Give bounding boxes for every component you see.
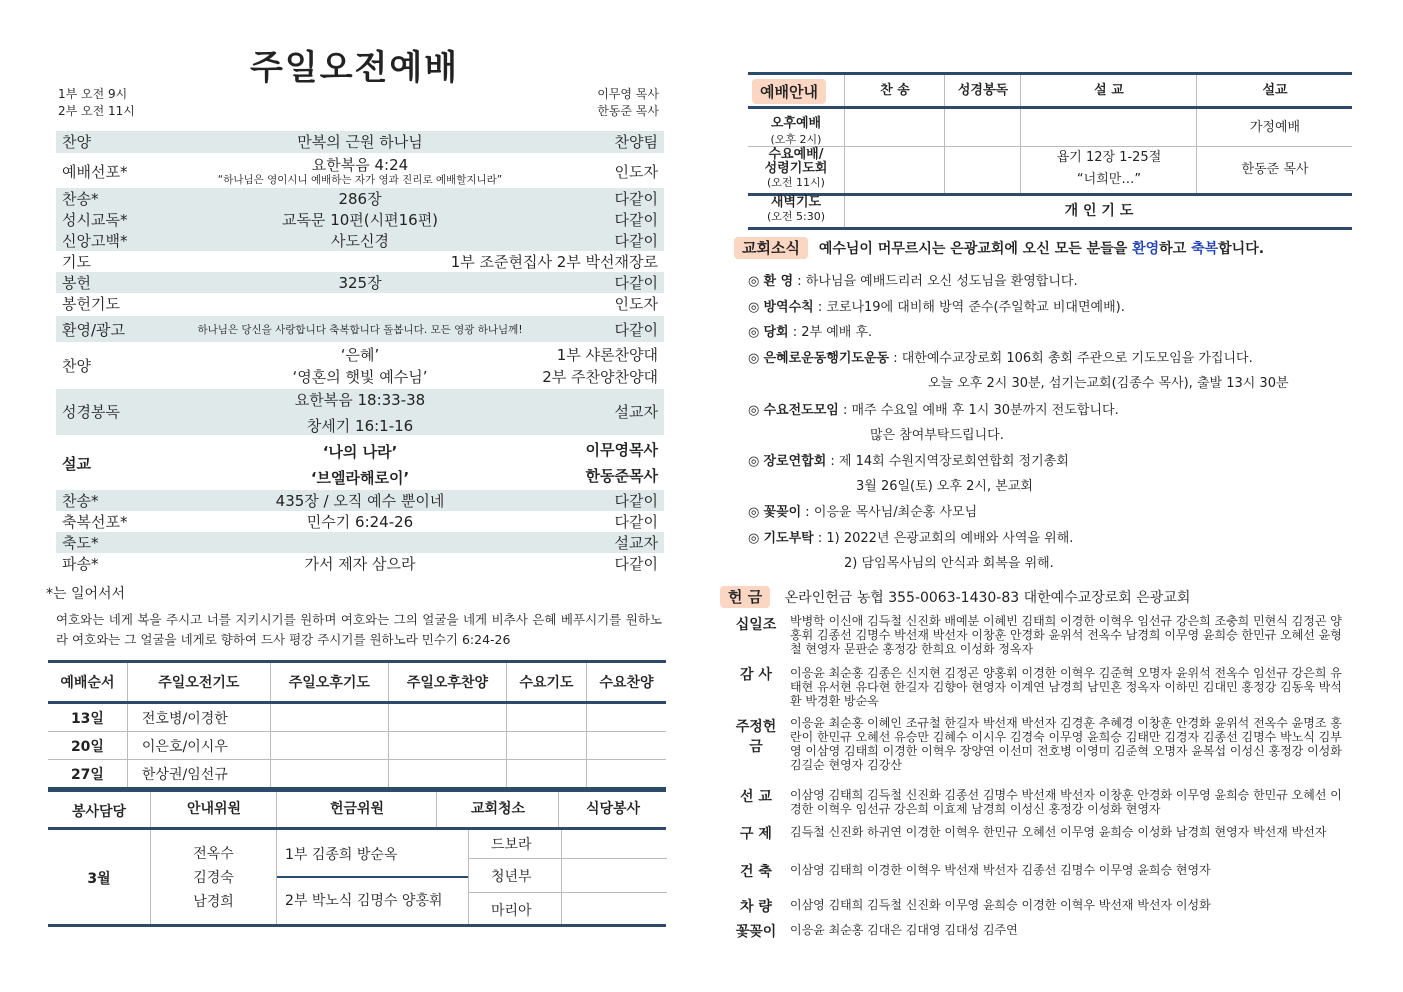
order-label: 찬송* — [62, 190, 99, 208]
offering-type: 선 교 — [740, 789, 772, 805]
order-content: ‘영혼의 햇빛 예수님’ — [292, 368, 428, 386]
table-cell — [506, 760, 586, 789]
guide-name: 전옥수 — [193, 846, 234, 862]
pastor-2: 한동준 목사 — [597, 104, 659, 118]
service-name: 성령기도회 — [764, 161, 828, 176]
service-name: 수요예배/ — [768, 147, 824, 162]
table-row — [48, 732, 666, 760]
offering-type: 차 량 — [740, 899, 772, 915]
order-row — [56, 532, 664, 553]
table-cell: 한상권/임선규 — [127, 760, 270, 789]
news-headline: 예수님이 머무르시는 은광교회에 오신 모든 분들을 — [818, 241, 1133, 257]
offering-names: 이삼영 김태희 김득철 신진화 김종선 김명수 박선재 박선자 이창훈 안경화 이무영 윤희승 한민규 오혜선 이경한 이혁우 임선규 강은희 이효제 남경희 이성신 홍정강 이성화 현영자 — [790, 788, 1342, 816]
order-leader: 찬양팀 — [614, 133, 658, 151]
table-header: 주일오전기도 — [127, 662, 270, 703]
table-header: 설교 — [1196, 75, 1353, 106]
table-cell: 이은호/이시우 — [127, 732, 270, 760]
order-leader: 다같이 — [614, 555, 658, 573]
order-leader: 2부 주찬양찬양대 — [542, 368, 658, 386]
order-content: ‘은혜’ — [340, 346, 380, 364]
order-content: 435장 / 오직 예수 뿐이네 — [275, 492, 445, 510]
order-leader: 다같이 — [614, 190, 658, 208]
offering-type: 건 축 — [740, 864, 772, 880]
news-item-cont: 2) 담임목사님의 안식과 회복을 위해. — [844, 556, 1054, 571]
service-duty-table — [48, 789, 666, 927]
order-content: 사도신경 — [331, 232, 389, 250]
news-item: ◎ 꽃꽂이 : 이응윤 목사님/최순홍 사모님 — [748, 505, 978, 520]
order-row — [56, 251, 664, 272]
offering-names: 이응윤 최순홍 김대은 김대영 김대성 김주연 — [790, 923, 1018, 937]
news-item-cont: 3월 26일(토) 오후 2시, 본교회 — [856, 479, 1033, 494]
table-header-row — [748, 75, 1352, 109]
blessing-verse: 여호와는 네게 복을 주시고 너를 지키시기를 원하며 여호와는 그의 얼굴을 네게 비추사 은혜 베푸시기를 원하노라 여호와는 그 얼굴을 네게로 향하여 드사 평강 주시기를 원하노라 민수기 6:24-26 — [56, 612, 662, 647]
order-leader: 한동준목사 — [585, 467, 658, 485]
table-cell — [270, 760, 388, 789]
table-row — [48, 703, 666, 732]
service-time: (오전 5:30) — [766, 210, 826, 223]
order-leader: 1부 조준현집사 2부 박선재장로 — [450, 253, 658, 271]
order-content: 286장 — [338, 190, 382, 208]
news-headline: 합니다. — [1218, 241, 1265, 257]
news-item: ◎ 방역수칙 : 코로나19에 대비해 방역 준수(주일학교 비대면예배). — [748, 300, 1125, 315]
page-title: 주일오전예배 — [250, 48, 460, 88]
news-item-cont: 오늘 오후 2시 30분, 섬기는교회(김종수 목사), 출발 13시 30분 — [928, 376, 1289, 391]
order-leader: 인도자 — [614, 295, 658, 313]
table-header: 헌금위원 — [276, 792, 437, 827]
online-offering-info: 온라인헌금 농협 355-0063-1430-83 대한예수교장로회 은광교회 — [784, 590, 1191, 606]
pastor-1: 이무영 목사 — [597, 87, 659, 101]
order-leader: 설교자 — [614, 534, 658, 552]
month-label: 3월 — [87, 871, 111, 887]
order-row — [56, 154, 664, 188]
preacher: 한동준 목사 — [1196, 147, 1353, 193]
order-row — [56, 209, 664, 230]
offering-type: 십일조 — [735, 617, 777, 633]
order-leader: 다같이 — [614, 492, 658, 510]
sermon-title: “너희만…” — [1076, 172, 1142, 187]
news-item: ◎ 환 영 : 하나님을 예배드리러 오신 성도님을 환영합니다. — [748, 274, 1078, 289]
table-cell — [587, 732, 666, 760]
table-cell — [506, 732, 586, 760]
service-times — [58, 86, 135, 120]
offering-type: 꽃꽂이 — [735, 924, 777, 940]
table-header-row — [48, 662, 666, 703]
order-label: 찬송* — [62, 492, 99, 510]
order-row — [56, 272, 664, 293]
service-2-time: 2부 오전 11시 — [58, 104, 135, 118]
offering-names: 이응윤 최순홍 이혜인 조규철 한길자 박선재 박선자 김경훈 추혜경 이창훈 안경화 윤위석 전옥수 윤명조 홍란이 한민규 오혜선 유승만 김혜수 이시우 김경숙 이무영 윤희승 김태만 김경자 김종선 김명수 박노식 김부영 이삼영 김태희 이경한 이혁우 장양연 이선미 전호병 이영미 김준혁 오명자 윤복섭 이성신 홍정강 이성화 김길순 현영자 김강산 — [790, 716, 1342, 772]
service-time: (오전 11시) — [767, 176, 825, 189]
order-content: 민수기 6:24-26 — [306, 513, 414, 531]
offering-type: 주정헌금 — [735, 719, 777, 755]
guide-name: 남경희 — [193, 894, 234, 910]
table-header: 찬 송 — [844, 75, 945, 106]
order-leader: 다같이 — [614, 232, 658, 250]
order-leader: 다같이 — [614, 274, 658, 292]
scripture: 욥기 12장 1-25절 — [1056, 150, 1162, 165]
order-content: 하나님은 당신을 사랑합니다 축복합니다 돌봅니다. 모든 영광 하나님께! — [197, 324, 523, 336]
table-header: 주일오후기도 — [270, 662, 388, 703]
order-label: 찬양 — [62, 357, 91, 375]
table-header: 주일오후찬양 — [388, 662, 506, 703]
table-row — [748, 196, 1352, 227]
order-content: ‘브엘라해로이’ — [310, 469, 410, 487]
table-header: 예배안내 — [752, 79, 826, 104]
news-item-cont: 많은 참여부탁드립니다. — [870, 428, 1004, 443]
order-leader: 인도자 — [614, 163, 658, 181]
service-1-time: 1부 오전 9시 — [58, 87, 128, 101]
offering-names: 이응윤 최순홍 김종은 신지현 김정곤 양홍휘 이경한 이혁우 김준혁 오명자 윤위석 전옥수 임선규 강은희 유태현 유서현 유다현 한길자 김향아 현영자 이계연 남경희 남민혼 정옥자 이하민 김대민 홍정강 김동욱 박석환 박경환 방순옥 — [790, 666, 1342, 708]
offering-names: 박병학 이신애 김득철 신진화 배예분 이혜빈 김태희 이경한 이혁우 임선규 강은희 조충희 민현식 김정곤 양홍휘 김종선 김명수 박선재 박선자 이창훈 안경화 윤위석 전옥수 남경희 이무영 윤희승 한민규 오혜선 윤형철 현영자 문판순 홍정강 한희요 이성화 정옥자 — [790, 614, 1342, 656]
table-row — [48, 760, 666, 789]
order-row — [56, 439, 664, 489]
table-cell — [388, 703, 506, 732]
worship-roles-table — [48, 660, 666, 790]
service-name: 새벽기도 — [770, 195, 822, 210]
table-header-row — [48, 792, 666, 830]
personal-prayer: 개 인 기 도 — [844, 196, 1353, 227]
offering-names: 이삼영 김태희 김득철 신진화 이무영 윤희승 이경한 이혁우 박선재 박선자 이성화 — [790, 898, 1211, 912]
news-item: ◎ 장로연합회 : 제 14회 수원지역장로회연합회 정기총회 — [748, 454, 1069, 469]
news-item: ◎ 은혜로운동행기도운동 : 대한예수교장로회 106회 총회 주관으로 기도모임을 가집니다. — [748, 351, 1253, 366]
table-header: 봉사담당 — [71, 804, 127, 820]
offering-names: 이삼영 김태희 이경한 이혁우 박선재 박선자 김종선 김명수 이무영 윤희승 현영자 — [790, 863, 1211, 877]
table-header: 수요찬양 — [587, 662, 666, 703]
news-item: ◎ 기도부탁 : 1) 2022년 은광교회의 예배와 사역을 위해. — [748, 531, 1074, 546]
news-headline-welcome: 환영 — [1132, 241, 1160, 257]
order-content: 요한복음 18:33-38 — [294, 391, 426, 409]
order-label: 찬양 — [62, 133, 91, 151]
table-header: 성경봉독 — [944, 75, 1021, 106]
cleaning-team: 드보라 — [491, 837, 532, 853]
order-row — [56, 316, 664, 342]
table-cell: 전호병/이경한 — [127, 703, 270, 732]
table-cell — [587, 703, 666, 732]
order-row — [56, 511, 664, 532]
offering-team-1: 1부 김종희 방순옥 — [285, 847, 398, 863]
order-row — [56, 490, 664, 511]
standing-note: *는 일어서서 — [46, 586, 126, 602]
order-leader: 다같이 — [614, 513, 658, 531]
order-row — [56, 553, 664, 574]
order-leader: 이무영목사 — [585, 441, 658, 459]
news-headline: 하고 — [1159, 241, 1192, 257]
order-row — [56, 389, 664, 435]
order-label: 봉헌 — [62, 274, 91, 292]
order-row — [56, 230, 664, 251]
table-header: 설 교 — [1020, 75, 1197, 106]
order-content: 교독문 10편(시편16편) — [281, 211, 439, 229]
order-label: 축복선포* — [62, 513, 128, 531]
table-cell — [388, 760, 506, 789]
table-header: 예배순서 — [48, 662, 127, 703]
offering-tag: 헌 금 — [720, 586, 770, 608]
order-label: 파송* — [62, 555, 99, 573]
order-content: ‘나의 나라’ — [322, 443, 398, 461]
table-header: 수요기도 — [506, 662, 586, 703]
order-leader: 다같이 — [614, 321, 658, 339]
table-cell: 20일 — [48, 732, 127, 760]
order-label: 기도 — [62, 253, 91, 271]
order-content: 가서 제자 삼으라 — [304, 555, 416, 573]
news-tag: 교회소식 — [734, 237, 808, 259]
table-cell — [388, 732, 506, 760]
news-header — [734, 237, 1264, 258]
guide-name: 김경숙 — [193, 870, 234, 886]
table-header: 교회청소 — [436, 792, 559, 827]
offering-committee — [276, 830, 469, 924]
offering-names: 김득철 신진화 하귀연 이경한 이혁우 한민규 오혜선 이무영 윤희승 이성화 남경희 현영자 박선재 박선자 — [790, 825, 1327, 839]
table-row — [748, 109, 1352, 147]
order-content: 325장 — [338, 274, 382, 292]
news-headline-bless: 축복 — [1191, 241, 1219, 257]
table-cell: 13일 — [48, 703, 127, 732]
order-content: 요한복음 4:24 — [311, 156, 409, 174]
guide-list — [150, 830, 276, 924]
order-leader: 설교자 — [614, 403, 658, 421]
offering-type: 구 제 — [740, 826, 772, 842]
offering-team-2: 2부 박노식 김명수 양홍휘 — [285, 893, 443, 909]
cleaning-team: 청년부 — [491, 869, 532, 885]
order-row — [56, 293, 664, 314]
order-label: 설교 — [62, 455, 91, 473]
sermon-cell: 가정예배 — [1196, 109, 1353, 146]
table-cell — [270, 732, 388, 760]
order-label: 성경봉독 — [62, 403, 120, 421]
order-subtext: “하나님은 영이시니 예배하는 자가 영과 진리로 예배할지니라” — [217, 174, 503, 186]
news-item: ◎ 수요전도모임 : 매주 수요일 예배 후 1시 30분까지 전도합니다. — [748, 403, 1119, 418]
table-cell — [506, 703, 586, 732]
order-label: 성시교독* — [62, 211, 128, 229]
offering-type: 감 사 — [740, 667, 772, 683]
table-cell: 27일 — [70, 766, 104, 783]
order-label: 신앙고백* — [62, 232, 128, 250]
service-time: (오후 2시) — [770, 133, 822, 146]
offering-header — [720, 586, 1190, 607]
order-leader: 다같이 — [614, 211, 658, 229]
table-header: 식당봉사 — [558, 792, 667, 827]
service-name: 오후예배 — [770, 116, 822, 131]
order-leader: 1부 샤론찬양대 — [556, 346, 658, 364]
table-cell — [587, 760, 666, 789]
order-row — [56, 344, 664, 388]
order-label: 축도* — [62, 534, 99, 552]
schedule-table — [748, 72, 1352, 230]
order-label: 예배선포* — [62, 163, 128, 181]
order-content: 창세기 16:1-16 — [306, 417, 414, 435]
table-cell — [270, 703, 388, 732]
order-label: 환영/광고 — [62, 321, 126, 339]
news-item: ◎ 당회 : 2부 예배 후. — [748, 325, 873, 340]
order-row — [56, 131, 664, 153]
order-label: 봉헌기도 — [62, 295, 120, 313]
cleaning-list — [468, 830, 667, 924]
cleaning-team: 마리아 — [491, 903, 532, 919]
order-row — [56, 188, 664, 209]
table-row — [748, 147, 1352, 196]
pastors — [597, 86, 659, 120]
table-header: 안내위원 — [150, 792, 277, 827]
order-content: 만복의 근원 하나님 — [297, 133, 423, 151]
